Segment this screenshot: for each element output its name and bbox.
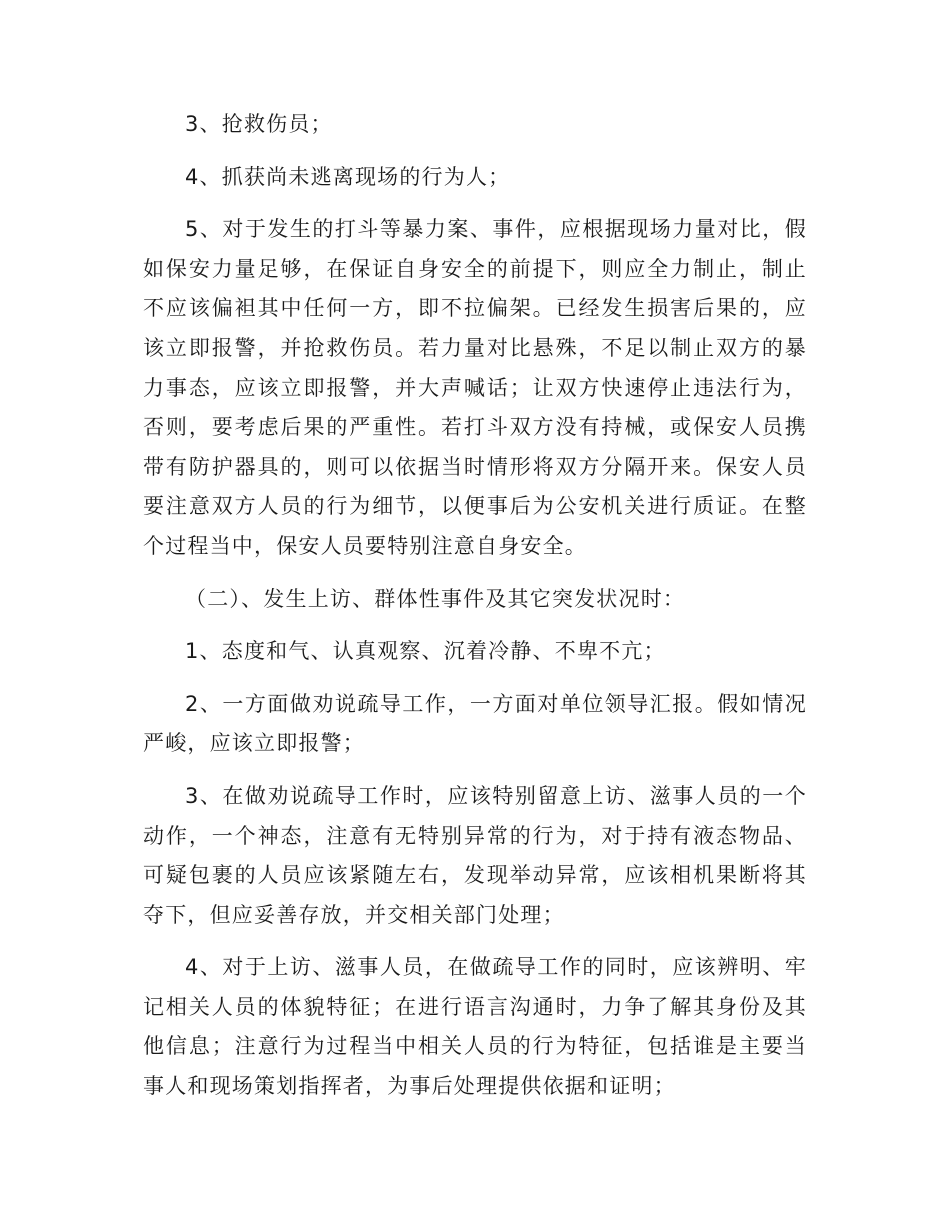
paragraph-rescue-wounded: 3、抢救伤员；	[185, 112, 333, 136]
paragraph-observe-behavior: 3、在做劝说疏导工作时，应该特别留意上访、滋事人员的一个动作，一个神态，注意有无特别异常的行为，对于持有液态物品、可疑包裹的人员应该紧随左右，发现举动异常，应该相机果断将其夺下，但应妥善存放，并交相关部门处理；	[143, 783, 807, 927]
section-heading-petition-incidents: （二）、发生上访、群体性事件及其它突发状况时：	[185, 586, 686, 611]
document-page	[143, 105, 807, 1120]
paragraph-violence-handling: 5、对于发生的打斗等暴力案、事件，应根据现场力量对比，假如保安力量足够，在保证自身安全的前提下，则应全力制止，制止不应该偏袒其中任何一方，即不拉偏架。已经发生损害后果的，应该立即报警，并抢救伤员。若力量对比悬殊，不足以制止双方的暴力事态，应该立即报警，并大声喊话；让双方快速停止违法行为，否则，要考虑后果的严重性。若打斗双方没有持械，或保安人员携带有防护器具的，则可以依据当时情形将双方分隔开来。保安人员要注意双方人员的行为细节，以便事后为公安机关进行质证。在整个过程当中，保安人员要特别注意自身安全。	[143, 217, 807, 558]
paragraph-capture-offender: 4、抓获尚未逃离现场的行为人；	[185, 164, 511, 189]
paragraph-persuasion-report: 2、一方面做劝说疏导工作，一方面对单位领导汇报。假如情况严峻，应该立即报警；	[143, 691, 807, 756]
paragraph-attitude: 1、态度和气、认真观察、沉着冷静、不卑不亢；	[185, 639, 666, 664]
paragraph-identify-persons: 4、对于上访、滋事人员，在做疏导工作的同时，应该辨明、牢记相关人员的体貌特征；在进行语言沟通时，力争了解其身份及其他信息；注意行为过程当中相关人员的行为特征，包括谁是主要当事人和现场策划指挥者，为事后处理提供依据和证明；	[143, 955, 807, 1099]
